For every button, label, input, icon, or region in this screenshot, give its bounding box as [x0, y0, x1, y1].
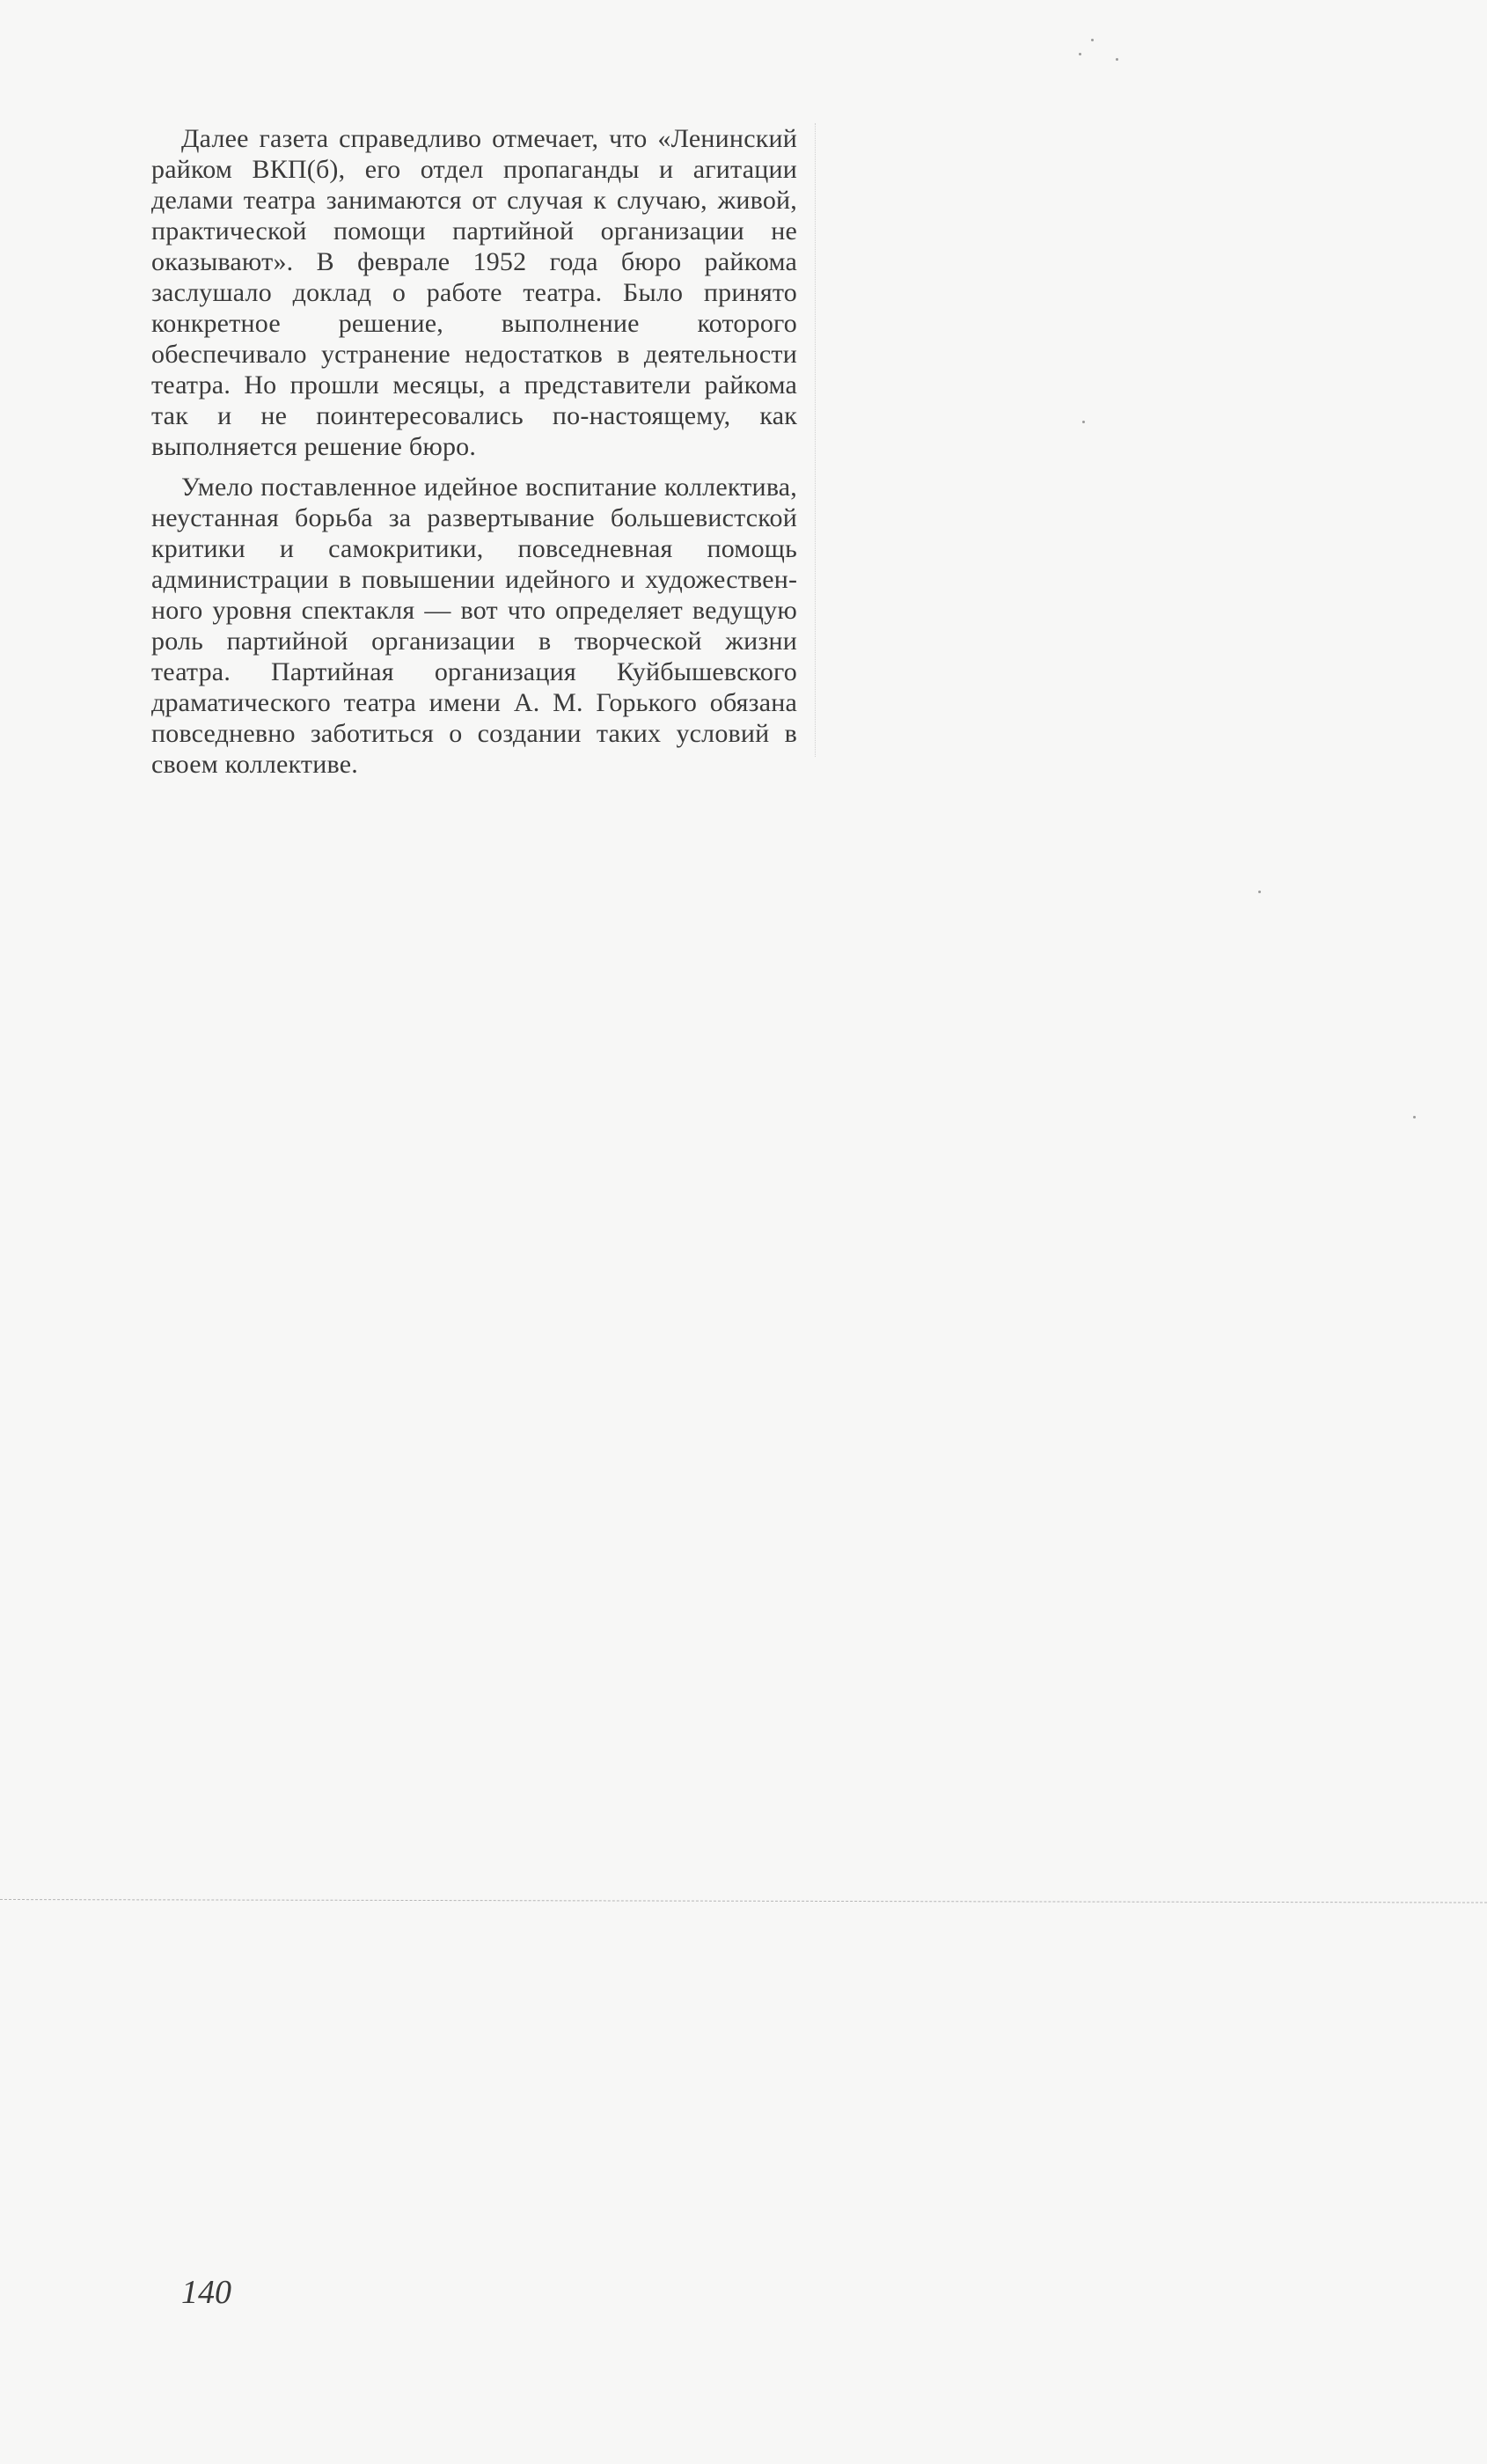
scan-column-edge	[815, 123, 816, 757]
text-column	[151, 123, 797, 780]
paragraph-1: Далее газета справедливо отмечает, что «Ленинский райком ВКП(б), его отдел пропаганды и агитации делами театра занимаются от случая к случаю, живой, практической помощи партийной организации не оказывают». В феврале 1952 года бюро райкома заслушало доклад о работе театра. Было принято конкретное решение, выполнение которого обеспечивало устранение недостатков в деятельности театра. Но прошли месяцы, а представители райкома так и не поинтересовались по-настоящему, как выполняется решение бюро.	[151, 124, 797, 461]
scan-speck	[1258, 891, 1261, 893]
scan-speck	[1091, 39, 1094, 41]
scan-speck	[1116, 58, 1118, 61]
page-number: 140	[181, 2274, 231, 2311]
paragraph-2: Умело поставленное идейное воспитание коллектива, неустанная борьба за развертывание большевистской критики и самокритики, повседневная помощь администрации в повышении идейного и художественного уровня спектакля — вот что определяет ведущую роль партийной организации в творческой жизни театра. Партийная организация Куйбышевского драматического театра имени А. М. Горького обязана повседневно заботиться о создании таких условий в своем коллективе.	[151, 473, 797, 779]
scan-speck	[1079, 53, 1081, 55]
scan-speck	[1413, 1116, 1416, 1118]
scan-fold-line	[0, 1899, 1487, 1903]
scan-speck	[1082, 421, 1085, 423]
